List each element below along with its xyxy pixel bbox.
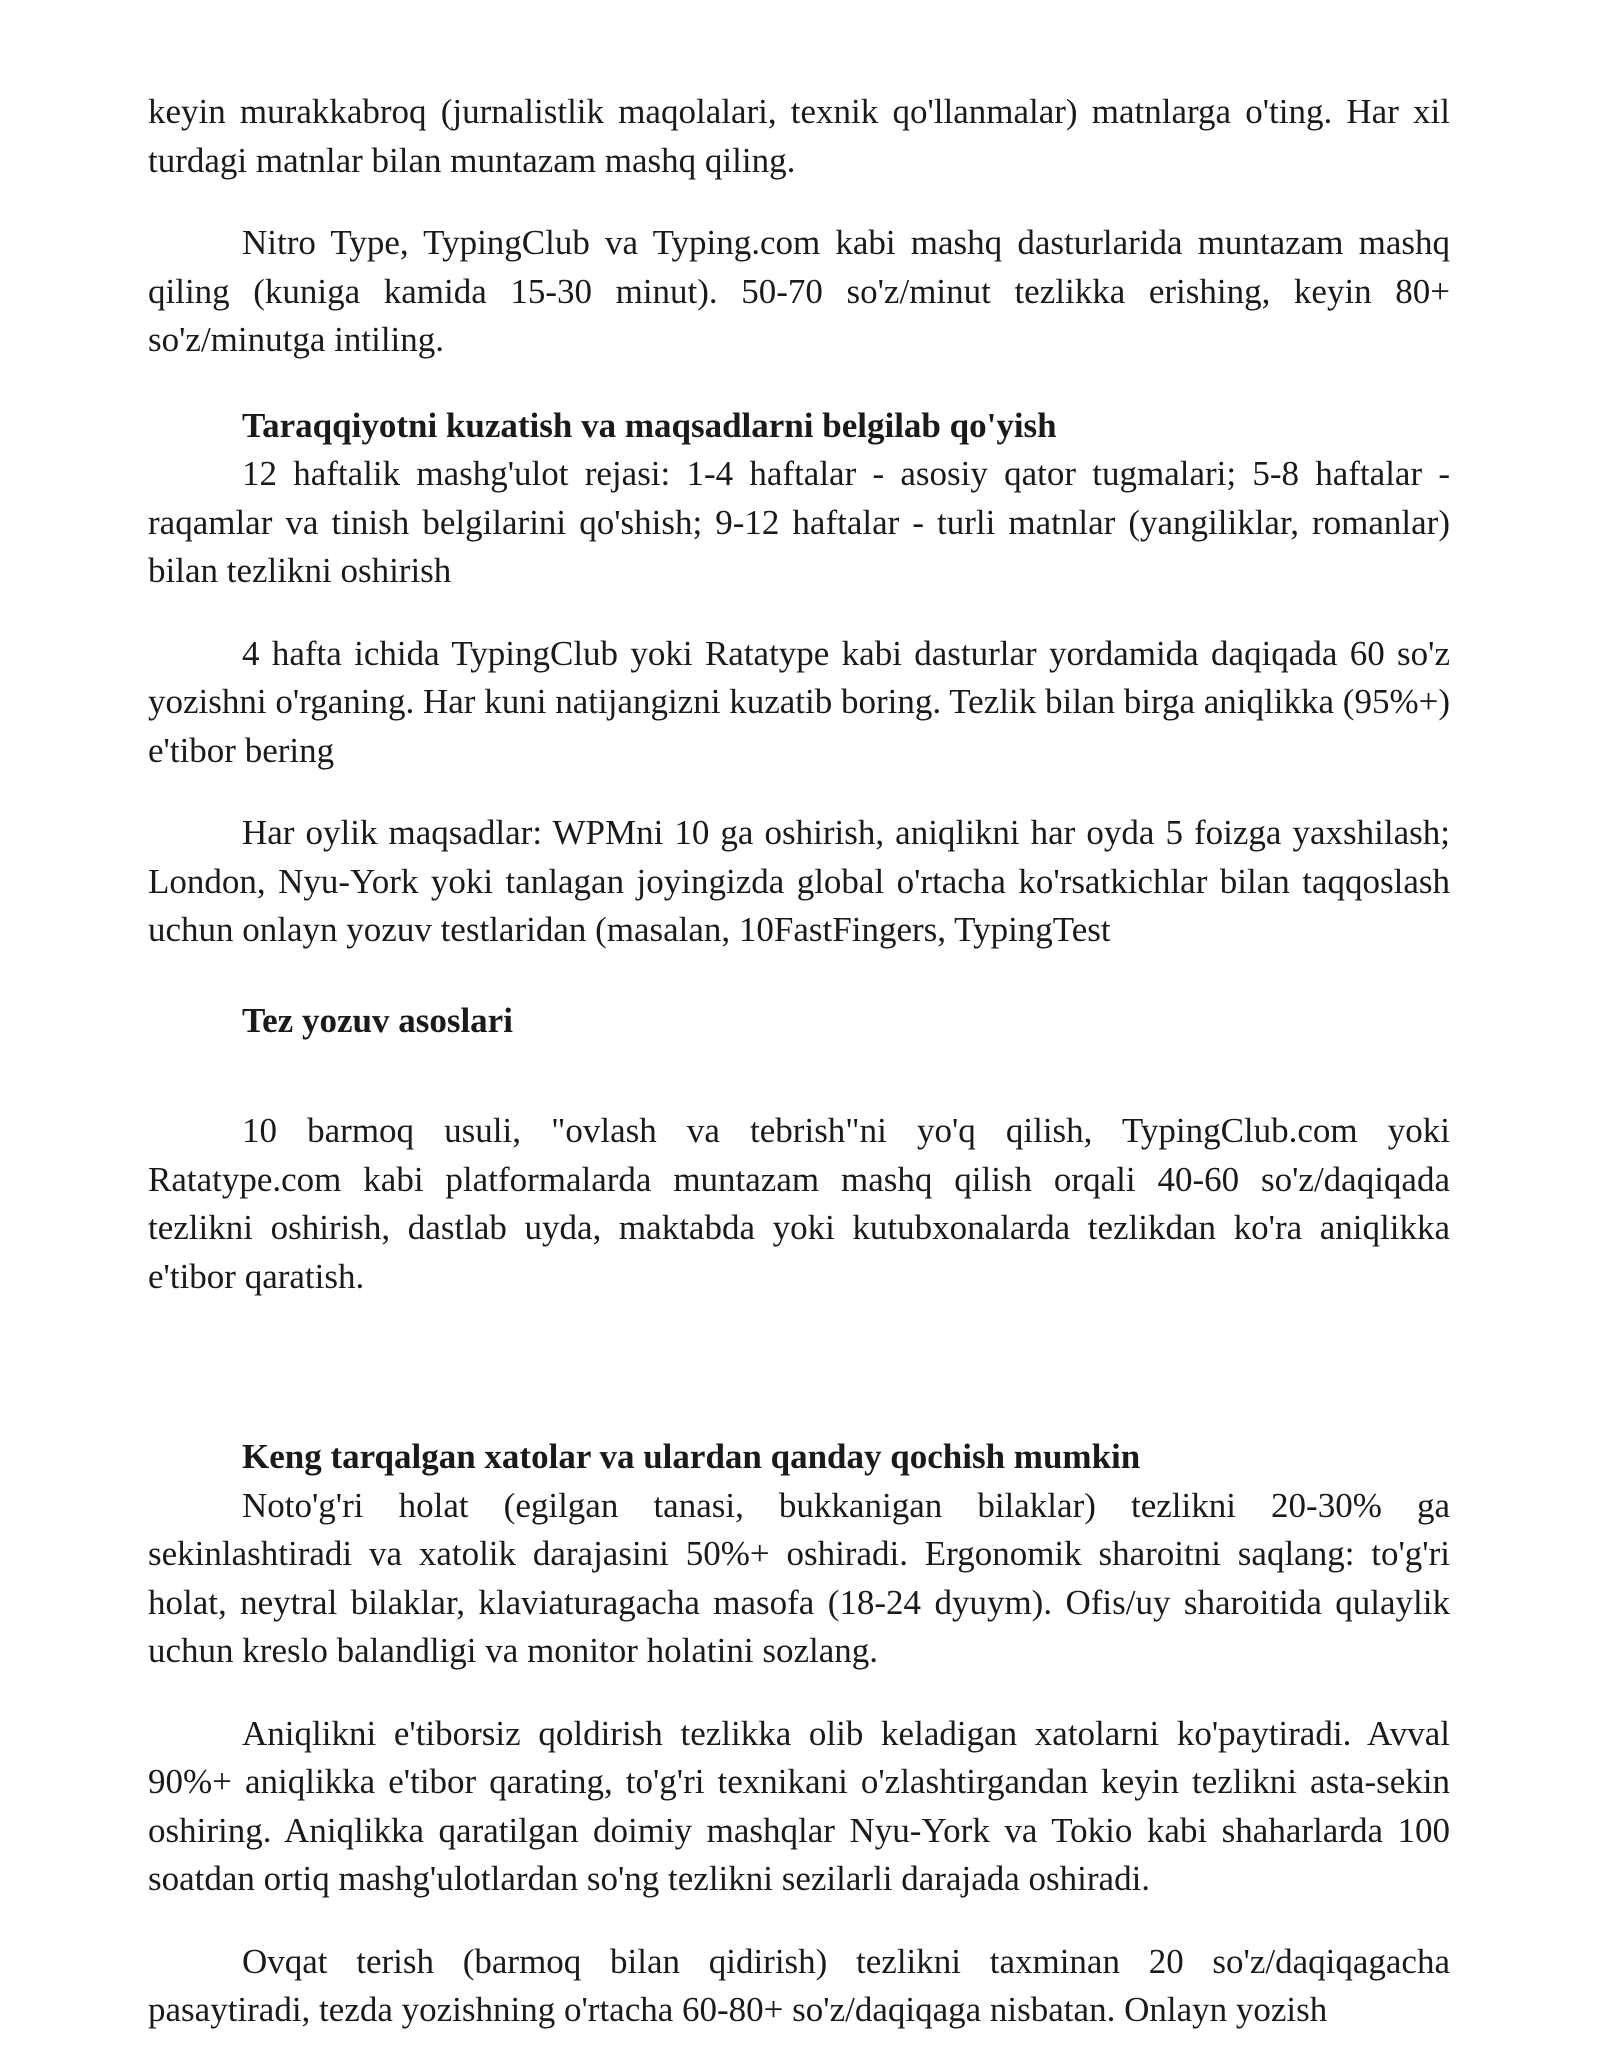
- paragraph-accuracy: Aniqlikni e'tiborsiz qoldirish tezlikka olib keladigan xatolarni ko'paytiradi. Avval 90%+ aniqlikka e'tibor qarating, to'g'ri texnikani o'zlashtirgandan keyin tezlikni asta-sekin oshiring. Aniqlikka qaratilgan doimiy mashqlar Nyu-York va Tokio kabi shaharlarda 100 soatdan ortiq mashg'ulotlardan so'ng tezlikni sezilarli darajada oshiradi.: [148, 1713, 1450, 1898]
- paragraph-posture: Noto'g'ri holat (egilgan tanasi, bukkanigan bilaklar) tezlikni 20-30% ga sekinlashtiradi va xatolik darajasini 50%+ oshiradi. Ergonomik sharoitni saqlang: to'g'ri holat, neytral bilaklar, klaviaturagacha masofa (18-24 dyuym). Ofis/uy sharoitida qulaylik uchun kreslo balandligi va monitor holatini sozlang.: [148, 1485, 1450, 1670]
- paragraph-hunt-and-peck: Ovqat terish (barmoq bilan qidirish) tezlikni taxminan 20 so'z/daqiqagacha pasaytiradi, tezda yozishning o'rtacha 60-80+ so'z/daqiqaga nisbatan. Onlayn yozish: [148, 1941, 1450, 2029]
- paragraph-ten-finger-method: 10 barmoq usuli, "ovlash va tebrish"ni yo'q qilish, TypingClub.com yoki Ratatype.com kabi platformalarda muntazam mashq qilish orqali 40-60 so'z/daqiqada tezlikni oshirish, dastlab uyda, maktabda yoki kutubxonalarda tezlikdan ko'ra aniqlikka e'tibor qaratish.: [148, 1111, 1450, 1296]
- paragraph-monthly-goals: Har oylik maqsadlar: WPMni 10 ga oshirish, aniqlikni har oyda 5 foizga yaxshilash; London, Nyu-York yoki tanlagan joyingizda global o'rtacha ko'rsatkichlar bilan taqqoslash uchun onlayn yozuv testlaridan (masalan, 10FastFingers, TypingTest: [148, 813, 1450, 949]
- paragraph-continuation: keyin murakkabroq (jurnalistlik maqolalari, texnik qo'llanmalar) matnlarga o'ting. Har xil turdagi matnlar bilan muntazam mashq qiling.: [148, 92, 1450, 180]
- heading-progress-tracking: Taraqqiyotni kuzatish va maqsadlarni belgilab qo'yish: [242, 405, 1057, 445]
- document-page: [148, 88, 1450, 2035]
- heading-typing-basics: Tez yozuv asoslari: [242, 1000, 513, 1040]
- heading-common-mistakes: Keng tarqalgan xatolar va ulardan qanday qochish mumkin: [242, 1437, 1141, 1476]
- paragraph-practice-programs: Nitro Type, TypingClub va Typing.com kabi mashq dasturlarida muntazam mashq qiling (kuniga kamida 15-30 minut). 50-70 so'z/minut tezlikka erishing, keyin 80+ so'z/minutga intiling.: [148, 223, 1450, 359]
- paragraph-four-week-goal: 4 hafta ichida TypingClub yoki Ratatype kabi dasturlar yordamida daqiqada 60 so'z yozishni o'rganing. Har kuni natijangizni kuzatib boring. Tezlik bilan birga aniqlikka (95%+) e'tibor bering: [148, 633, 1450, 770]
- paragraph-training-plan: 12 haftalik mashg'ulot rejasi: 1-4 haftalar - asosiy qator tugmalari; 5-8 haftalar - raqamlar va tinish belgilarini qo'shish; 9-12 haftalar - turli matnlar (yangiliklar, romanlar) bilan tezlikni oshirish: [148, 454, 1450, 590]
